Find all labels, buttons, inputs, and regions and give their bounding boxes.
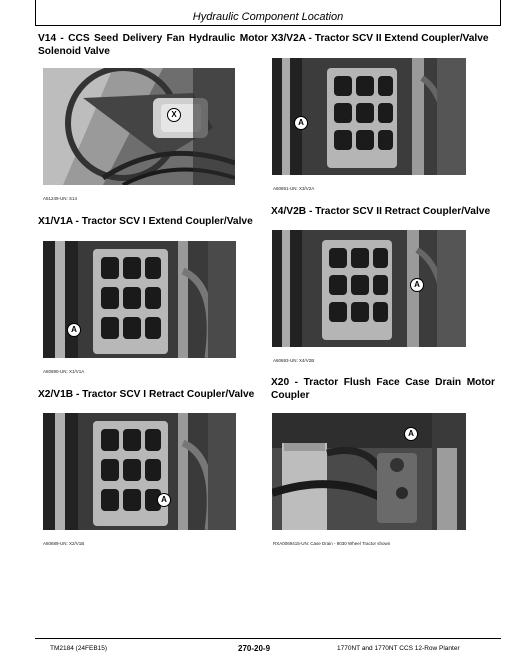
callout-a: A bbox=[67, 323, 81, 337]
callout-a: A bbox=[404, 427, 418, 441]
callout-x: X bbox=[167, 108, 181, 122]
section-x1-v1a bbox=[38, 216, 268, 229]
callout-a: A bbox=[157, 493, 171, 507]
photo-x20-case-drain-coupler bbox=[272, 413, 466, 530]
photo-x3-v2a-coupler bbox=[272, 58, 466, 175]
footer-page-number: 270-20-9 bbox=[238, 644, 271, 653]
footer-rule bbox=[35, 638, 501, 639]
photo-caption: A60690-UN: X1/V1A bbox=[43, 369, 85, 374]
section-title: X4/V2B - Tractor SCV II Retract Coupler/Valve bbox=[271, 206, 491, 217]
section-title: V14 - CCS Seed Delivery Fan Hydraulic Motor Solenoid Valve bbox=[38, 33, 268, 57]
photo-x4-v2b-coupler bbox=[272, 230, 466, 347]
photo-caption: A51249-UN: S14 bbox=[43, 196, 78, 201]
photo-x2-v1b-coupler bbox=[43, 413, 236, 530]
photo-x1-v1a-coupler bbox=[43, 241, 236, 358]
page-header-title: Hydraulic Component Location bbox=[192, 11, 344, 23]
footer-doc-id: TM2184 (24FEB15) bbox=[50, 645, 108, 652]
photo-v14-solenoid-valve bbox=[43, 68, 235, 185]
section-x3-v2a bbox=[271, 33, 501, 46]
section-x4-v2b bbox=[271, 206, 501, 219]
photo-caption: RXA0069415-UN: Case Drain - 9030 Wheel Tractor shown bbox=[273, 541, 391, 546]
photo-caption: A60693-UN: X4/V2B bbox=[273, 358, 315, 363]
section-v14 bbox=[38, 33, 268, 58]
callout-a: A bbox=[294, 116, 308, 130]
section-x2-v1b bbox=[38, 389, 268, 402]
callout-a: A bbox=[410, 278, 424, 292]
section-title: X20 - Tractor Flush Face Case Drain Motor Coupler bbox=[271, 377, 495, 401]
section-title: X2/V1B - Tractor SCV I Retract Coupler/Valve bbox=[38, 389, 255, 400]
photo-caption: A60691-UN: X3/V2A bbox=[273, 186, 315, 191]
section-x20 bbox=[271, 377, 495, 402]
section-title: X1/V1A - Tractor SCV I Extend Coupler/Valve bbox=[38, 216, 253, 227]
section-title: X3/V2A - Tractor SCV II Extend Coupler/Valve bbox=[271, 33, 489, 44]
photo-caption: A60689-UN: X2/V1B bbox=[43, 541, 85, 546]
footer-manual-title: 1770NT and 1770NT CCS 12-Row Planter bbox=[337, 645, 460, 652]
